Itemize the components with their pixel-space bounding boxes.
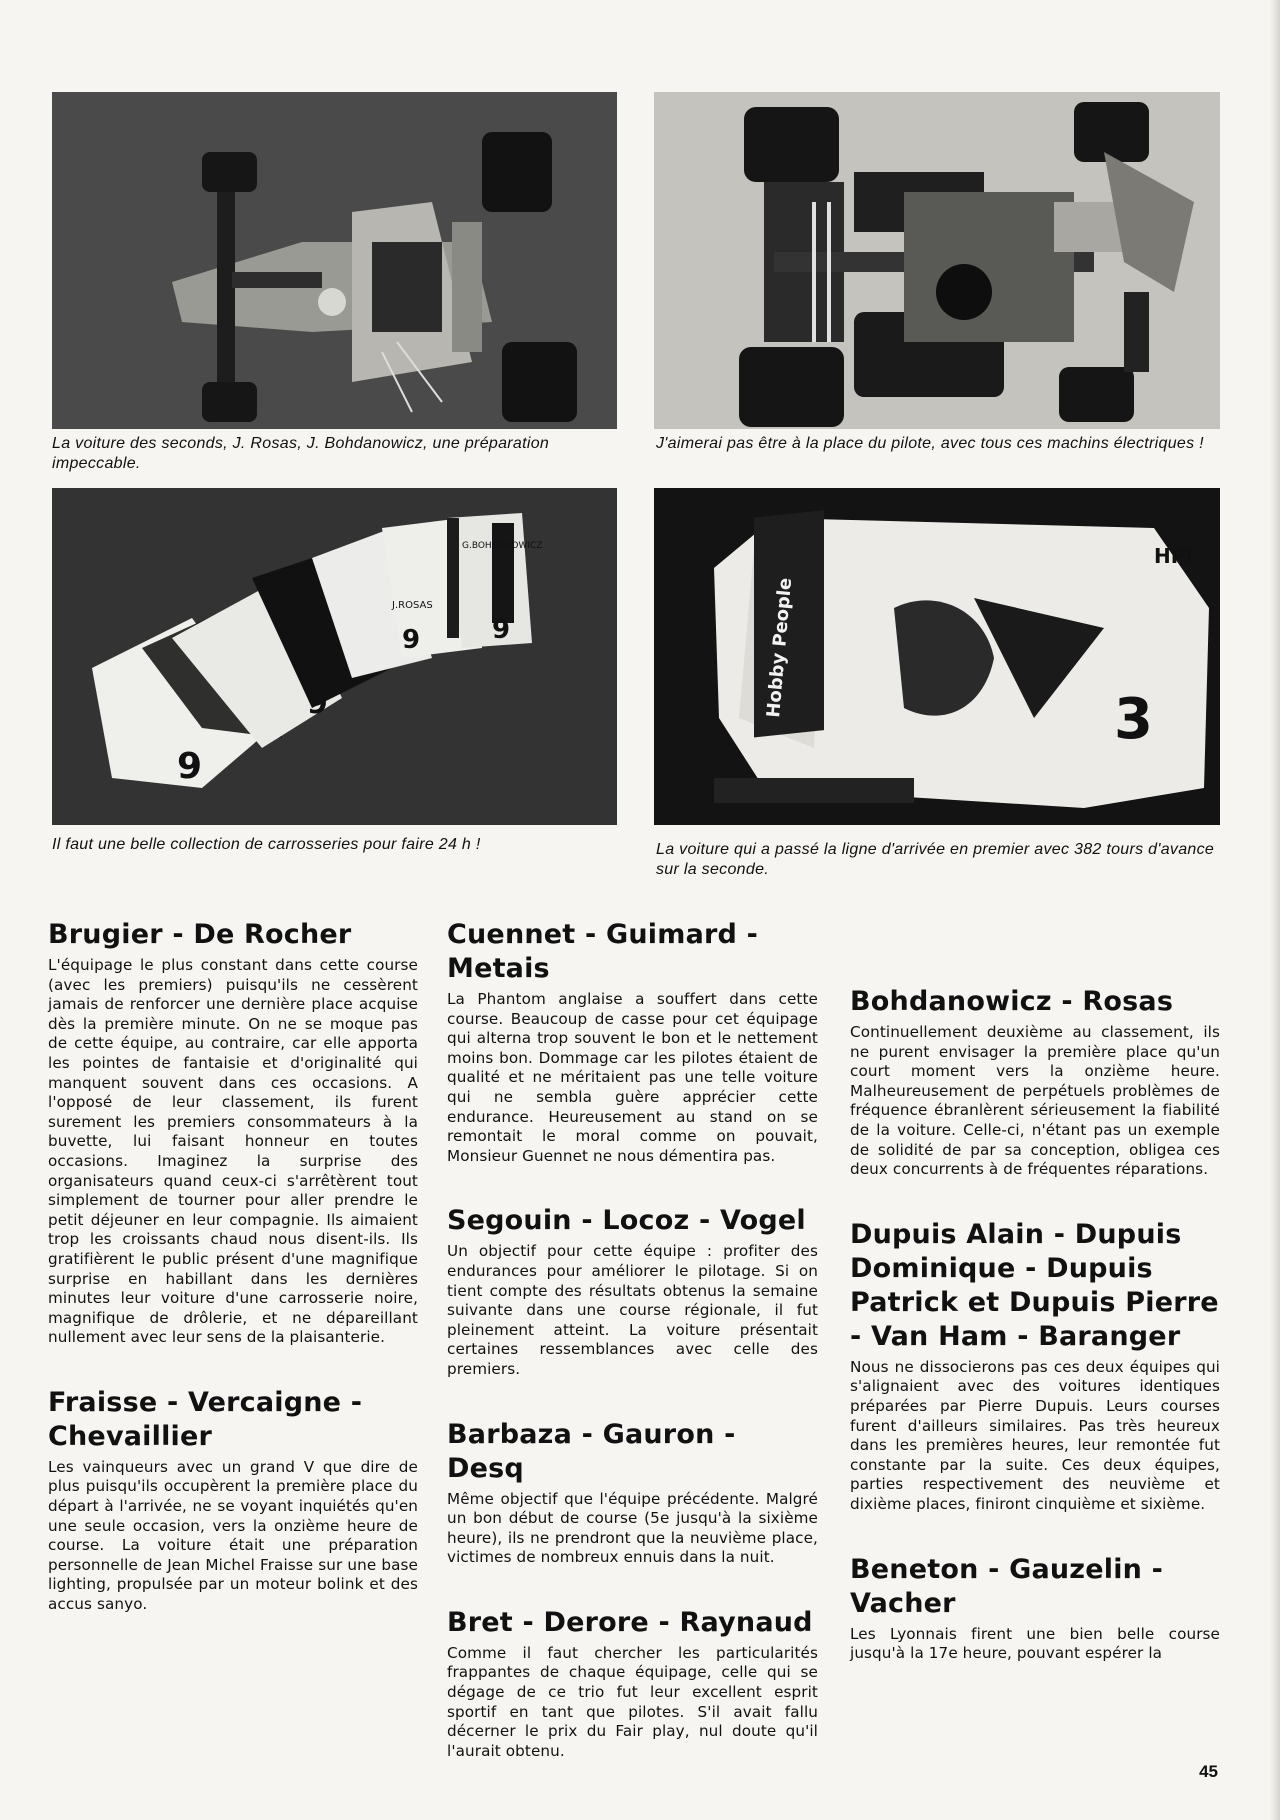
section-body: La Phantom anglaise a souffert dans cette course. Beaucoup de casse pour cet équipage qui alterna trop souvent le bon et le nettement moins bon. Dommage car les pilotes étaient de qualité et ne méritaient pas une telle voiture qui ne sembla guère apprécier cette endurance. Heureusement au stand on se remontait le moral comme on pouvait, Monsieur Guennet ne nous démentira pas. (447, 990, 818, 1165)
column-left (48, 918, 418, 1653)
caption-top-right: J'aimerai pas être à la place du pilote, avec tous ces machins électriques ! (656, 435, 1204, 452)
photo-body-collection (52, 488, 617, 825)
section-body: Comme il faut chercher les particularités frappantes de chaque équipage, celle qui se dégage de ce trio fut leur excellent esprit sportif en tant que pilotes. S'il avait fallu décerner le prix du Fair play, nul doute qu'il l'aurait obtenu. (447, 1643, 818, 1760)
section-body: Nous ne dissocierons pas ces deux équipes qui s'alignaient avec des voitures identiques préparées par Pierre Dupuis. Leurs courses furent d'ailleurs similaires. Pas très heureux dans les premières heures, leur remontée fut constante par la suite. Ces deux équipes, parties respectivement des neuvième et dixième places, finiront cinquième et sixième. (850, 1357, 1220, 1513)
sponsor-label: HPI (1154, 544, 1193, 568)
section-heading: Dupuis Alain - Dupuis Dominique - Dupuis Patrick et Dupuis Pierre - Van Ham - Baranger (850, 1218, 1219, 1352)
car-number-label: 9 (177, 746, 203, 787)
section-heading: Segouin - Locoz - Vogel (447, 1205, 806, 1237)
section-heading: Barbaza - Gauron - Desq (447, 1418, 736, 1484)
caption-bottom-right: La voiture qui a passé la ligne d'arrivée en premier avec 382 tours d'avance sur la seconde. (656, 841, 1215, 878)
section-body: Un objectif pour cette équipe : profiter des endurances pour améliorer le pilotage. Si on tient compte des résultats obtenus la semaine suivante dans une course régionale, il fut pleinement atteint. La voiture présentait certaines ressemblances avec celle des premiers. (447, 1242, 818, 1378)
photo-winning-car (654, 488, 1220, 825)
page-edge-shadow (1270, 0, 1280, 1820)
section-heading: Fraisse - Vercaigne - Chevaillier (48, 1386, 363, 1452)
page-number: 45 (1199, 1762, 1218, 1781)
team-label: J.ROSAS (392, 600, 433, 611)
section-body: Même objectif que l'équipe précédente. Malgré un bon début de course (5e jusqu'à la sixième heure), ils ne prendront que la neuvième place, victimes de nombreux ennuis dans la nuit. (447, 1489, 818, 1567)
section-heading: Bohdanowicz - Rosas (850, 986, 1174, 1017)
section-body: L'équipage le plus constant dans cette course (avec les premiers) puisqu'ils ne cessèrent jamais de renforcer une dernière place acquise dès la première minute. On ne se moque pas de cette équipe, au contraire, car elle apporta les pointes de fantaisie et d'originalité qui manquent souvent dans ces occasions. A l'opposé de leur classement, ils furent surement les premiers consommateurs à la buvette, lui faisant honneur en toutes occasions. Imaginez la surprise des organisateurs quand ceux-ci s'arrêtèrent tout simplement de tourner pour aller prendre le petit déjeuner en leur compagnie. Ils aimaient trop les croissants chaud nous disent-ils. Ils gratifièrent le public présent d'une magnifique surprise en habillant dans les dernières minutes leur voiture d'une carrosserie noire, magnifique de drôlerie, et ne dépareillant nullement avec leur sens de la plaisanterie. (48, 956, 418, 1347)
car-number-label: 3 (1114, 687, 1153, 752)
section-body: Les vainqueurs avec un grand V que dire de plus puisqu'ils occupèrent la première place du départ à l'arrivée, ne se voyant inquiétés qu'en une seule occasion, vers la onzième heure de course. La voiture était une préparation personnelle de Jean Michel Fraisse sur une base lighting, propulsée par un moteur bolink et des accus sanyo. (48, 1457, 418, 1614)
section-heading: Bret - Derore - Raynaud (447, 1606, 813, 1638)
car-number-label: 9 (307, 686, 328, 721)
caption-bottom-left: Il faut une belle collection de carrosseries pour faire 24 h ! (52, 836, 481, 853)
section-heading: Cuennet - Guimard - Metais (447, 919, 759, 984)
car-number-label: 9 (492, 615, 511, 645)
photo-electric-chassis (654, 92, 1220, 429)
photo-chassis-seconds (52, 92, 617, 429)
column-middle (447, 918, 818, 1799)
section-heading: Brugier - De Rocher (48, 919, 352, 950)
team-label: G.BOHDANOWICZ (462, 541, 543, 551)
caption-top-left: La voiture des seconds, J. Rosas, J. Bohdanowicz, une préparation impeccable. (52, 435, 550, 472)
sponsor-label: Hobby People (763, 576, 797, 719)
car-number-label: 9 (402, 625, 421, 655)
column-right (850, 985, 1220, 1664)
section-body: Continuellement deuxième au classement, ils ne purent envisager la première place qu'un court moment vers la onzième heure. Malheureusement de perpétuels problèmes de fréquence ébranlèrent sérieusement la fiabilité de la voiture. Celle-ci, n'étant pas un exemple de solidité de par sa conception, obligea ces deux concurrents à de fréquentes réparations. (850, 1023, 1220, 1179)
section-heading: Beneton - Gauzelin -Vacher (850, 1553, 1164, 1619)
section-body: Les Lyonnais firent une bien belle course jusqu'à la 17e heure, pouvant espérer la (850, 1624, 1220, 1663)
